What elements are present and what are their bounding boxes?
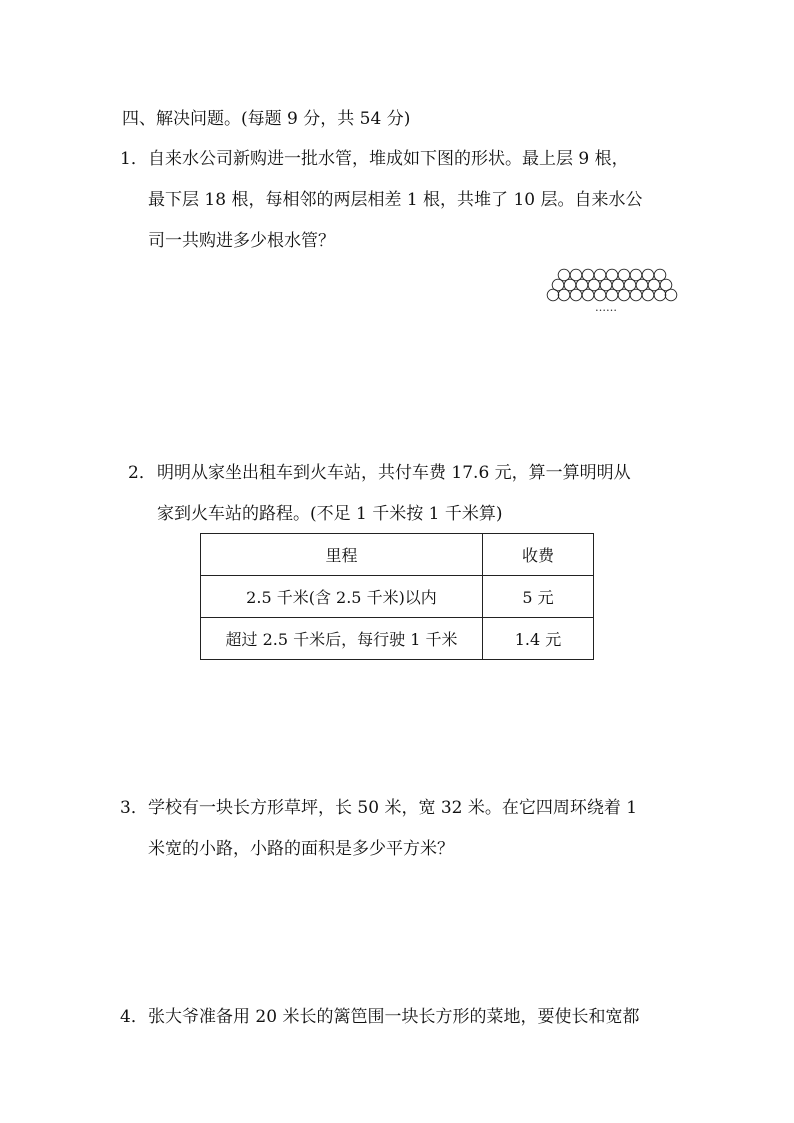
table-cell-fee: 1.4 元 xyxy=(483,618,594,660)
table-header-row xyxy=(201,534,594,576)
question-3-number: 3． xyxy=(120,798,148,818)
table-cell-distance: 2.5 千米(含 2.5 千米)以内 xyxy=(201,576,483,618)
question-4-number: 4． xyxy=(120,1007,148,1027)
table-header-distance: 里程 xyxy=(201,534,483,576)
question-4-line-1: 张大爷准备用 20 米长的篱笆围一块长方形的菜地，要使长和宽都 xyxy=(148,1007,640,1027)
question-3-line-2: 米宽的小路，小路的面积是多少平方米？ xyxy=(148,839,454,859)
table-cell-distance: 超过 2.5 千米后，每行驶 1 千米 xyxy=(201,618,483,660)
section-heading: 四、解决问题。(每题 9 分，共 54 分) xyxy=(122,109,411,129)
taxi-fare-table xyxy=(200,533,594,660)
question-2-line-1: 明明从家坐出租车到火车站，共付车费 17.6 元，算一算明明从 xyxy=(157,463,631,483)
pipe-stack-ellipsis: …… xyxy=(595,301,617,314)
question-1-number: 1． xyxy=(120,149,148,169)
pipe-stack-illustration xyxy=(546,268,678,316)
question-2-line-2: 家到火车站的路程。(不足 1 千米按 1 千米算) xyxy=(157,504,503,524)
table-header-fee: 收费 xyxy=(483,534,594,576)
table-row xyxy=(201,576,594,618)
question-3-line-1: 学校有一块长方形草坪，长 50 米，宽 32 米。在它四周环绕着 1 xyxy=(148,798,638,818)
question-1-line-3: 司一共购进多少根水管？ xyxy=(148,231,335,251)
question-1-line-1: 自来水公司新购进一批水管，堆成如下图的形状。最上层 9 根， xyxy=(148,149,629,169)
table-cell-fee: 5 元 xyxy=(483,576,594,618)
table-row xyxy=(201,618,594,660)
question-2-number: 2． xyxy=(128,463,156,483)
question-1-line-2: 最下层 18 根，每相邻的两层相差 1 根，共堆了 10 层。自来水公 xyxy=(148,190,643,210)
